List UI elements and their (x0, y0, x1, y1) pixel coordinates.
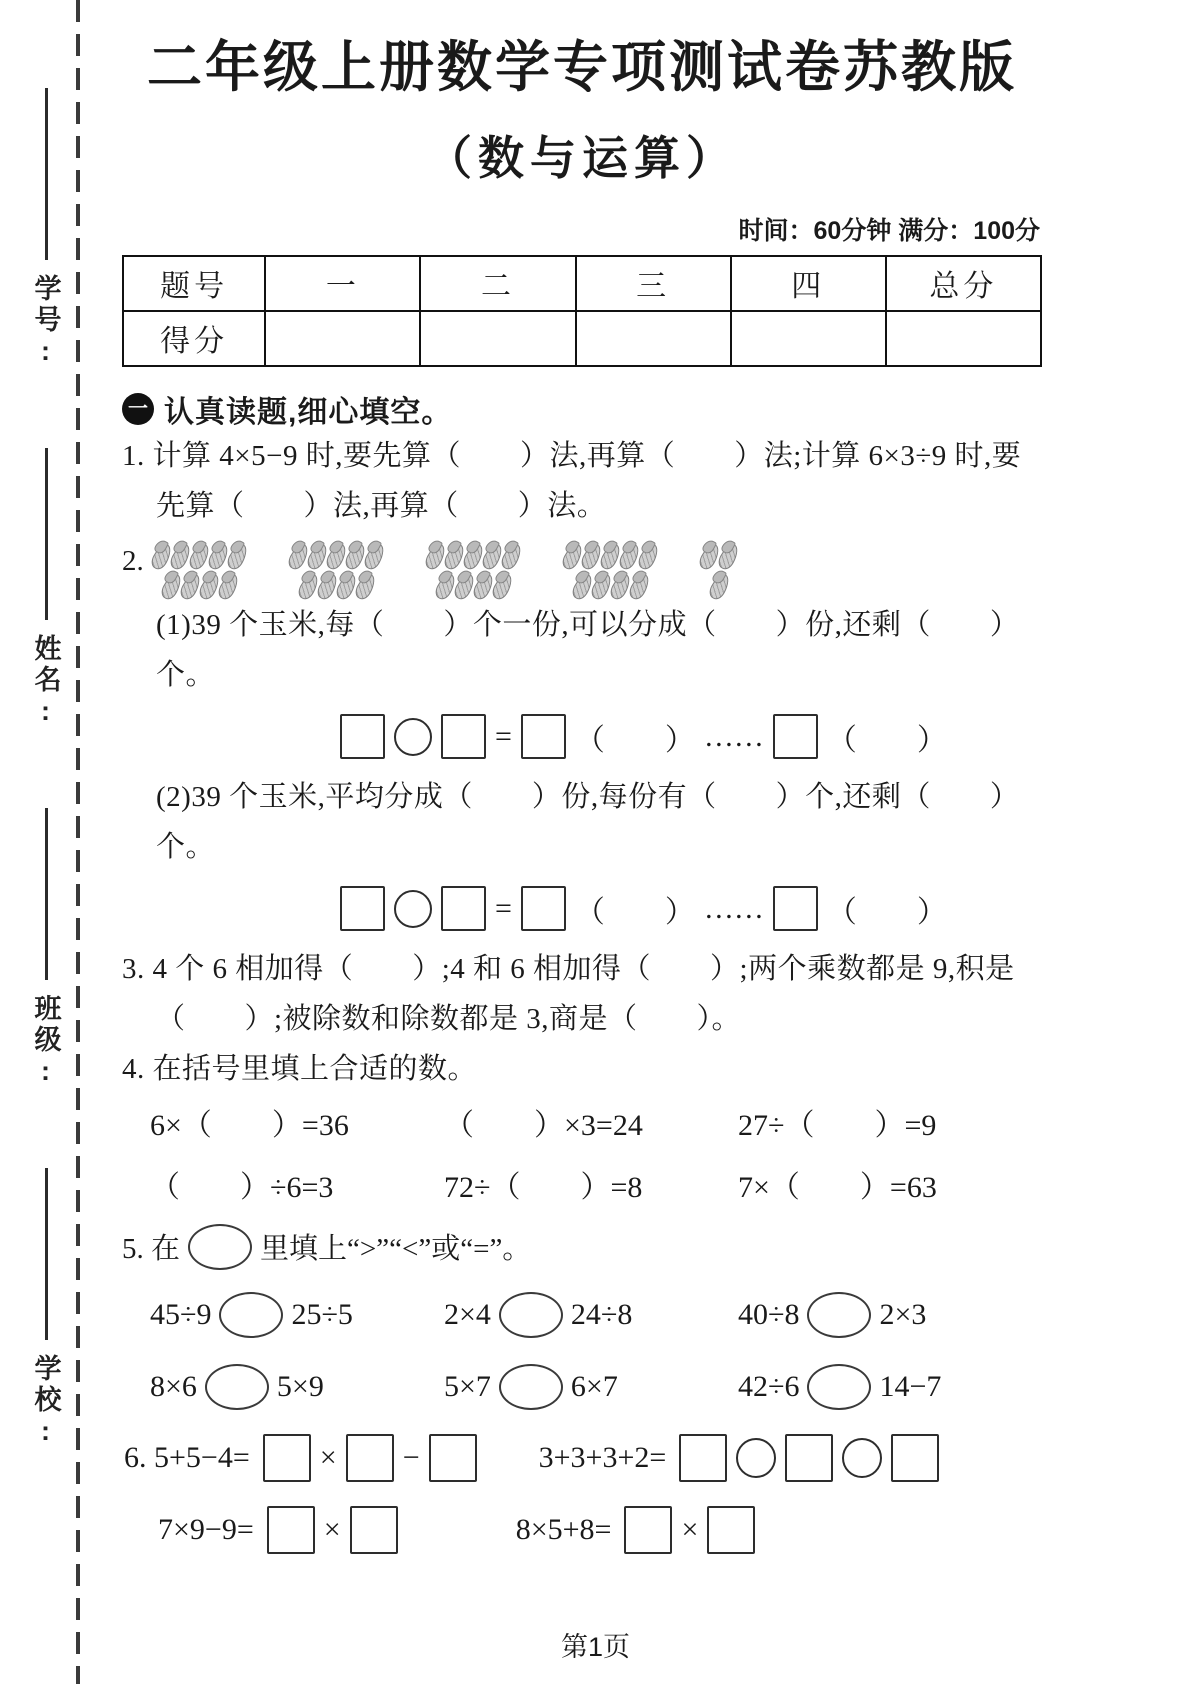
score-table-header-cell: 总分 (886, 256, 1041, 311)
comparison-left: 45÷9 (150, 1297, 212, 1331)
corn-row (428, 543, 519, 570)
corn-icon (361, 541, 387, 572)
corn-row (575, 573, 656, 600)
expression-label: 3+3+3+2= (538, 1440, 667, 1474)
comparison-item (738, 1292, 1042, 1338)
paren-blank: （ ） (826, 895, 947, 929)
corn-icon (559, 541, 585, 572)
score-cell-empty (420, 311, 575, 366)
corn-icon (285, 541, 311, 572)
question-3-line-1: 3. 4 个 6 相加得（ ）;4 和 6 相加得（ ）;两个乘数都是 9,积是 (122, 952, 1015, 985)
corn-icon (706, 571, 732, 602)
page-subtitle: （数与运算） (426, 132, 738, 184)
paren-blank: （ ） (826, 723, 947, 757)
score-table-score-row (123, 311, 1041, 366)
question-5-intro (122, 1224, 1042, 1270)
fill-blank-equation: 6×（ ）=36 (150, 1108, 349, 1142)
fill-blank-equation: （ ）÷6=3 (150, 1170, 334, 1204)
section-one-title: 认真读题,细心填空。 (164, 395, 453, 429)
comparison-item (738, 1364, 1042, 1410)
fill-blank-equation: 72÷（ ）=8 (444, 1170, 643, 1204)
corn-row (154, 543, 245, 570)
margin-column (18, 88, 74, 1450)
corn-icon (224, 541, 250, 572)
write-in-line (45, 1168, 48, 1340)
score-cell-empty (731, 311, 886, 366)
corn-group (702, 543, 736, 600)
score-table-header-cell: 四 (731, 256, 886, 311)
section-one-badge-icon: 一 (122, 393, 154, 425)
comparison-item (150, 1292, 444, 1338)
corn-group (565, 543, 656, 600)
answer-box (346, 1434, 394, 1482)
answer-box (521, 886, 566, 931)
corn-icon (635, 541, 661, 572)
corn-row (565, 543, 656, 570)
answer-box (441, 714, 486, 759)
exam-time-score-meta: 时间：60分钟 满分：100分 (738, 216, 1040, 245)
question-2-part-2: (2)39 个玉米,平均分成（ ）份,每份有（ ）个,还剩（ ）个。 (156, 780, 1020, 863)
corn-icon (696, 541, 722, 572)
corn-row (164, 573, 245, 600)
corn-icon (352, 571, 378, 602)
corn-icon (177, 571, 203, 602)
corn-icon (451, 571, 477, 602)
comparison-right: 25÷5 (291, 1297, 353, 1331)
corn-group (291, 543, 382, 600)
score-row-label: 得分 (123, 311, 265, 366)
operator-circle-blank (842, 1438, 882, 1478)
comparison-item (444, 1292, 738, 1338)
school-label: 学校: (30, 1354, 61, 1450)
question-2-equation-blanks-2 (340, 882, 1042, 936)
question-6-item-4 (516, 1506, 756, 1554)
score-cell-empty (576, 311, 731, 366)
corn-icon (588, 571, 614, 602)
answer-box (679, 1434, 727, 1482)
bear-face-blank-icon (499, 1364, 563, 1410)
comparison-right: 24÷8 (570, 1297, 633, 1331)
paper-content (122, 0, 1042, 1554)
score-cell-empty (265, 311, 420, 366)
score-table-header-row (123, 256, 1041, 311)
binding-dashed-line (76, 0, 80, 1684)
write-in-line (45, 88, 48, 260)
question-2-illustration (122, 539, 1042, 600)
operator-circle-blank (736, 1438, 776, 1478)
corn-icon (186, 541, 212, 572)
bear-face-blank-icon (205, 1364, 269, 1410)
corn-icon (470, 571, 496, 602)
question-6-item-3 (124, 1506, 398, 1554)
answer-box (441, 886, 486, 931)
corn-row (301, 573, 382, 600)
paren-blank: （ ） (574, 895, 695, 929)
question-5-intro-suffix: 里填上“>”“<”或“=”。 (260, 1233, 532, 1266)
corn-icon (432, 571, 458, 602)
comparison-left: 5×7 (444, 1369, 491, 1403)
comparison-right: 14−7 (879, 1369, 942, 1403)
answer-box (340, 886, 385, 931)
bear-face-blank-icon (219, 1292, 283, 1338)
answer-box (340, 714, 385, 759)
comparison-right: 2×3 (879, 1297, 927, 1331)
section-one-header (122, 387, 1042, 431)
student-id-label: 学号: (30, 274, 61, 370)
fill-blank-equation: 27÷（ ）=9 (738, 1108, 937, 1142)
answer-box (267, 1506, 315, 1554)
corn-icon (323, 541, 349, 572)
page-title: 二年级上册数学专项测试卷苏教版 (146, 36, 1017, 98)
bear-face-blank-icon (499, 1292, 563, 1338)
question-6-row-2 (122, 1506, 1042, 1554)
corn-icon (158, 571, 184, 602)
answer-box (891, 1434, 939, 1482)
score-table-header-cell: 三 (576, 256, 731, 311)
corn-icon (498, 541, 524, 572)
write-in-line (45, 808, 48, 980)
corn-icon (626, 571, 652, 602)
margin-item-name (27, 448, 66, 730)
question-5-intro-prefix: 5. 在 (122, 1233, 181, 1266)
answer-box (263, 1434, 311, 1482)
comparison-left: 42÷6 (738, 1369, 800, 1403)
remainder-dots: …… (703, 719, 764, 753)
question-1-line-2: 先算（ ）法,再算（ ）法。 (156, 489, 607, 522)
equals-sign: = (495, 719, 512, 753)
expression-label: 6. 5+5−4= (124, 1440, 250, 1474)
corn-icon (314, 571, 340, 602)
expression-label: 8×5+8= (515, 1512, 612, 1546)
fill-blank-equation: （ ）×3=24 (444, 1108, 643, 1142)
corn-icon (167, 541, 193, 572)
operator-circle-blank (394, 718, 432, 756)
question-6-row-1 (122, 1434, 1042, 1482)
times-sign: × (319, 1440, 337, 1474)
comparison-left: 8×6 (150, 1369, 197, 1403)
corn-icon (569, 571, 595, 602)
corn-icon (578, 541, 604, 572)
margin-item-student-id (27, 88, 66, 370)
minus-sign: − (402, 1440, 420, 1474)
question-4-intro: 4. 在括号里填上合适的数。 (122, 1052, 478, 1085)
remainder-dots: …… (703, 891, 764, 925)
question-2-number: 2. (122, 544, 144, 577)
equals-sign: = (495, 891, 512, 925)
question-3-line-2: （ ）;被除数和除数都是 3,商是（ ）。 (156, 1002, 742, 1035)
corn-row (291, 543, 382, 570)
score-cell-empty (886, 311, 1041, 366)
comparison-left: 40÷8 (738, 1297, 800, 1331)
answer-box (773, 886, 818, 931)
question-2-equation-blanks-1 (340, 710, 1042, 764)
question-1-line-1: 1. 计算 4×5−9 时,要先算（ ）法,再算（ ）法;计算 6×3÷9 时,要 (122, 439, 1022, 472)
corn-icon (295, 571, 321, 602)
corn-icon (441, 541, 467, 572)
class-label: 班级: (30, 994, 61, 1090)
comparison-right: 5×9 (276, 1369, 324, 1403)
corn-group (154, 543, 245, 600)
comparison-item (444, 1364, 738, 1410)
score-table (122, 255, 1042, 367)
bear-face-blank-icon (807, 1292, 871, 1338)
score-table-header-cell: 一 (265, 256, 420, 311)
paren-blank: （ ） (574, 723, 695, 757)
question-6-item-1 (124, 1434, 477, 1482)
margin-item-class (27, 808, 66, 1090)
corn-icon (715, 541, 741, 572)
answer-box (350, 1506, 398, 1554)
question-5-comparisons (122, 1292, 1042, 1410)
corn-icon (607, 571, 633, 602)
margin-item-school (27, 1168, 66, 1450)
corn-icon (205, 541, 231, 572)
expression-label: 7×9−9= (158, 1512, 254, 1546)
question-2-part-1: (1)39 个玉米,每（ ）个一份,可以分成（ ）份,还剩（ ）个。 (156, 608, 1020, 691)
corn-group (428, 543, 519, 600)
corn-row (438, 573, 519, 600)
write-in-line (45, 448, 48, 620)
question-6-item-2 (539, 1434, 940, 1482)
answer-box (707, 1506, 755, 1554)
answer-box (773, 714, 818, 759)
times-sign: × (681, 1512, 699, 1546)
corn-icon (148, 541, 174, 572)
corn-icon (333, 571, 359, 602)
corn-icon (342, 541, 368, 572)
page-number: 第1页 (560, 1632, 631, 1662)
corn-row (702, 543, 736, 570)
corn-icon (460, 541, 486, 572)
corn-icon (304, 541, 330, 572)
comparison-left: 2×4 (444, 1297, 491, 1331)
corn-icon (489, 571, 515, 602)
corn-icon (196, 571, 222, 602)
corn-groups-illustration (154, 539, 736, 600)
score-table-header-cell: 二 (420, 256, 575, 311)
fill-blank-equation: 7×（ ）=63 (738, 1170, 937, 1204)
score-table-header-cell: 题号 (123, 256, 265, 311)
answer-box (624, 1506, 672, 1554)
operator-circle-blank (394, 890, 432, 928)
corn-icon (215, 571, 241, 602)
times-sign: × (323, 1512, 341, 1546)
corn-icon (479, 541, 505, 572)
corn-icon (616, 541, 642, 572)
corn-icon (597, 541, 623, 572)
corn-row (712, 573, 736, 600)
question-4-equations (122, 1100, 1042, 1206)
name-label: 姓名: (30, 634, 61, 730)
comparison-right: 6×7 (570, 1369, 618, 1403)
bear-face-blank-icon (807, 1364, 871, 1410)
corn-icon (422, 541, 448, 572)
answer-box (521, 714, 566, 759)
comparison-item (150, 1364, 444, 1410)
answer-box (429, 1434, 477, 1482)
answer-box (785, 1434, 833, 1482)
bear-face-blank-icon (188, 1224, 252, 1270)
